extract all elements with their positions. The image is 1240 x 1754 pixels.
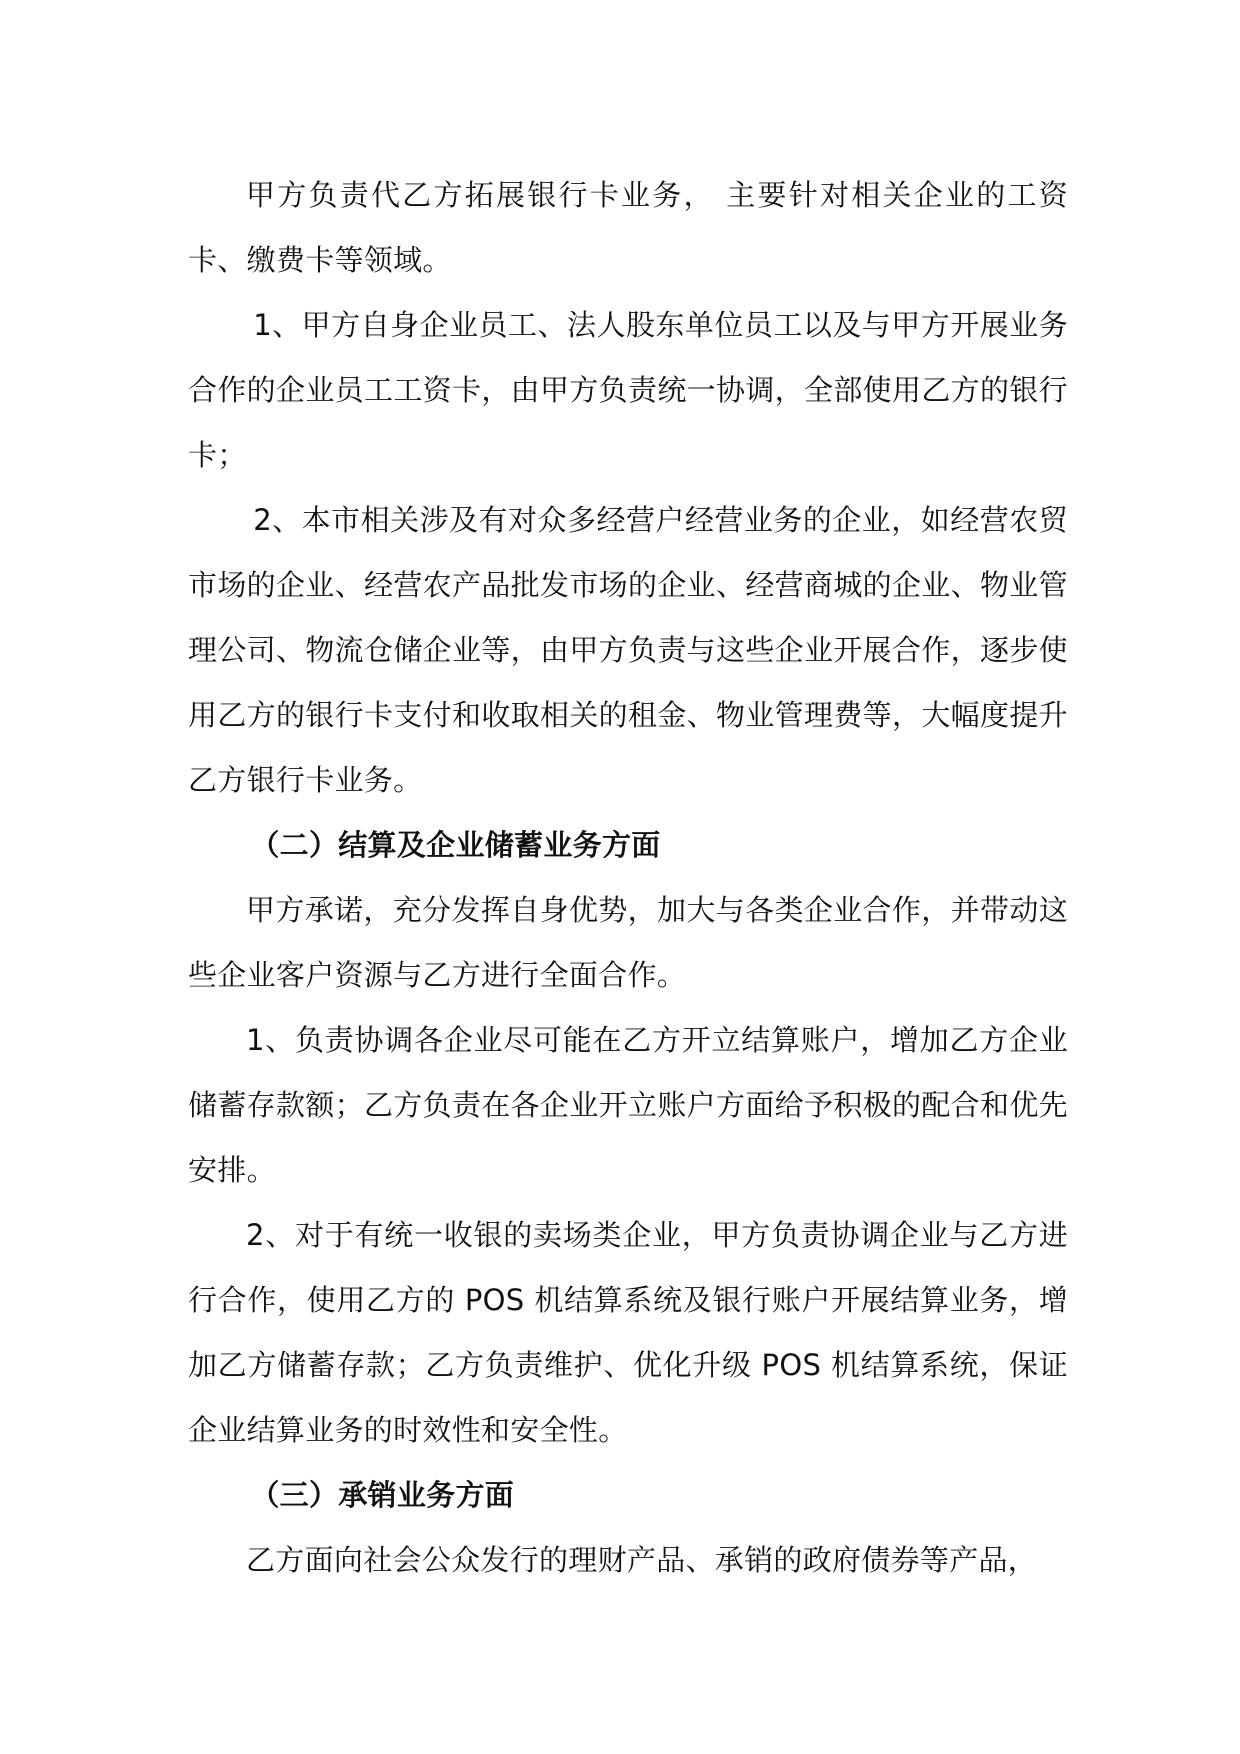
paragraph-item-2-market-enterprises: 2、本市相关涉及有对众多经营户经营业务的企业，如经营农贸市场的企业、经营农产品批发市场的企业、经营商城的企业、物业管理公司、物流仓储企业等，由甲方负责与这些企业开展合作，逐步使用乙方的银行卡支付和收取相关的租金、物业管理费等，大幅度提升乙方银行卡业务。 <box>188 503 1068 797</box>
section-heading-settlement-savings: （二）结算及企业储蓄业务方面 <box>250 828 661 862</box>
document-body <box>188 163 1068 1593</box>
paragraph-item-1-employee-salary-cards: 1、甲方自身企业员工、法人股东单位员工以及与甲方开展业务合作的企业员工工资卡，由甲方负责统一协调，全部使用乙方的银行卡； <box>188 308 1068 472</box>
paragraph-item-1-settlement-accounts: 1、负责协调各企业尽可能在乙方开立结算账户，增加乙方企业储蓄存款额；乙方负责在各企业开立账户方面给予积极的配合和优先安排。 <box>188 1023 1068 1187</box>
section-heading-underwriting: （三）承销业务方面 <box>250 1478 515 1512</box>
paragraph-item-2-pos-settlement: 2、对于有统一收银的卖场类企业，甲方负责协调企业与乙方进行合作，使用乙方的 POS 机结算系统及银行账户开展结算业务，增加乙方储蓄存款；乙方负责维护、优化升级 POS 机结算系统，保证企业结算业务的时效性和安全性。 <box>188 1218 1068 1447</box>
paragraph-bank-card-intro: 甲方负责代乙方拓展银行卡业务， 主要针对相关企业的工资卡、缴费卡等领域。 <box>188 178 1068 277</box>
paragraph-settlement-commitment: 甲方承诺，充分发挥自身优势，加大与各类企业合作，并带动这些企业客户资源与乙方进行全面合作。 <box>188 893 1068 992</box>
paragraph-underwriting-products: 乙方面向社会公众发行的理财产品、承销的政府债券等产品， <box>246 1543 1038 1577</box>
